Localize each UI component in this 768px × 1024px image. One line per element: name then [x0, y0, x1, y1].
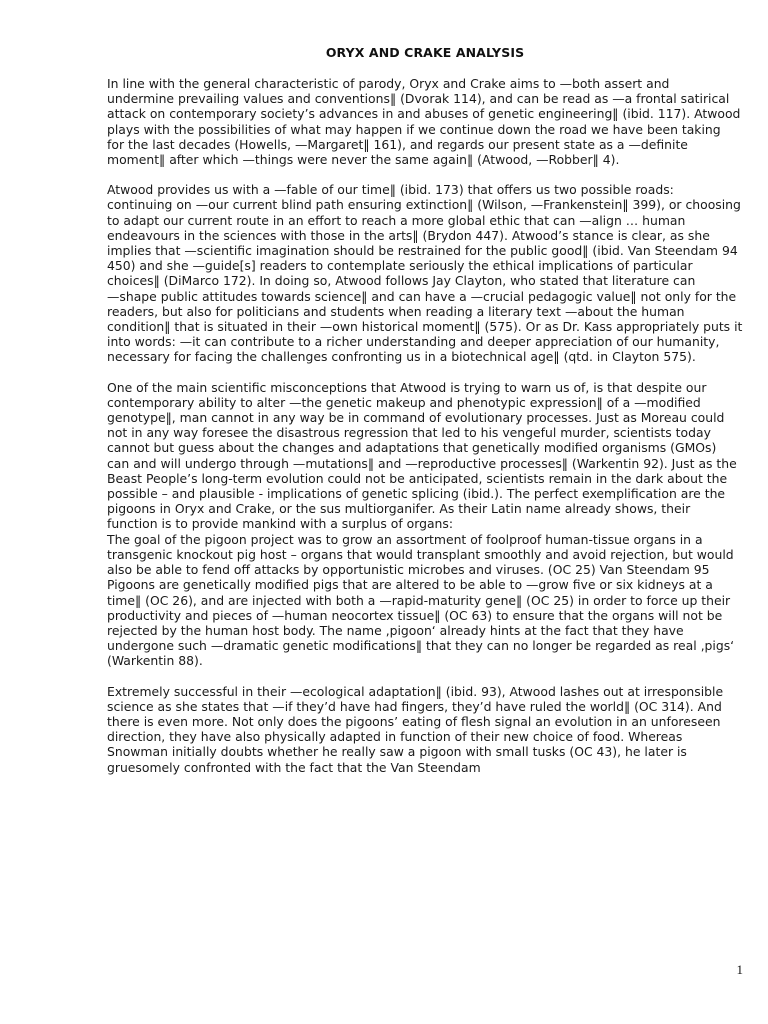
- text-line: Beast People’s long-term evolution could not be anticipated, scientists remain in the dark about the: [107, 470, 728, 486]
- paragraph-3: [107, 380, 747, 532]
- block-quote-paragraph: [107, 532, 747, 669]
- text-line: rejected by the human host body. The name ‚pigoon‘ already hints at the fact that they have: [107, 622, 684, 638]
- text-line: possible – and plausible - implications of genetic splicing (ibid.). The perfect exemplification are the: [107, 486, 726, 502]
- text-line: continuing on —our current blind path ensuring extinction‖ (Wilson, —Frankenstein‖ 399), or choosing: [107, 197, 741, 213]
- text-line: not in any way foresee the disastrous regression that led to his vengeful murder, scientists today: [107, 425, 711, 441]
- text-line: cannot but guess about the changes and adaptations that genetically modified organisms (GMOs): [107, 440, 717, 456]
- text-line: moment‖ after which —things were never the same again‖ (Atwood, —Robber‖ 4).: [107, 152, 620, 168]
- text-line: direction, they have also physically adapted in function of their new choice of food. Whereas: [107, 729, 683, 745]
- text-line: plays with the possibilities of what may happen if we continue down the road we have been taking: [107, 121, 721, 137]
- paragraph-1: [107, 76, 747, 167]
- document-title: ORYX AND CRAKE ANALYSIS: [325, 45, 525, 60]
- text-line: to adapt our current route in an effort to reach a more global ethic that can —align … human: [107, 212, 686, 228]
- text-line: readers, but also for politicians and students when reading a literary text —about the human: [107, 303, 685, 319]
- text-line: time‖ (OC 26), and are injected with both a —rapid-maturity gene‖ (OC 25) in order to force up their: [107, 592, 731, 608]
- text-line: undermine prevailing values and conventions‖ (Dvorak 114), and can be read as —a frontal satirical: [107, 91, 730, 107]
- text-line: Extremely successful in their —ecological adaptation‖ (ibid. 93), Atwood lashes out at irresponsible: [107, 683, 724, 699]
- text-line: condition‖ that is situated in their —own historical moment‖ (575). Or as Dr. Kass appropriately puts it: [107, 319, 743, 335]
- text-line: function is to provide mankind with a surplus of organs:: [107, 516, 454, 532]
- text-line: 450) and she —guide[s] readers to contemplate seriously the ethical implications of particular: [107, 258, 693, 274]
- text-line: (Warkentin 88).: [107, 653, 203, 669]
- text-line: Snowman initially doubts whether he really saw a pigoon with small tusks (OC 43), he later is: [107, 744, 687, 760]
- text-line: productivity and pieces of —human neocortex tissue‖ (OC 63) to ensure that the organs will not be: [107, 607, 723, 623]
- text-line: implies that —scientific imagination should be restrained for the public good‖ (ibid. Van Steendam 94: [107, 243, 738, 259]
- text-line: science as she states that —if they’d have had fingers, they’d have ruled the world‖ (OC 314). And: [107, 698, 722, 714]
- paragraph-5: [107, 684, 747, 775]
- text-line: contemporary ability to alter —the genetic makeup and phenotypic expression‖ of a —modified: [107, 394, 701, 410]
- text-line: gruesomely confronted with the fact that the Van Steendam: [107, 759, 481, 775]
- text-line: Pigoons are genetically modified pigs that are altered to be able to —grow five or six kidneys at a: [107, 577, 713, 593]
- text-line: there is even more. Not only does the pigoons’ eating of flesh signal an evolution in an unforeseen: [107, 713, 721, 729]
- text-line: transgenic knockout pig host – organs that would transplant smoothly and avoid rejection, but would: [107, 546, 734, 562]
- text-line: can and will undergo through —mutations‖ and —reproductive processes‖ (Warkentin 92). Just as the: [107, 455, 737, 471]
- paragraph-2: [107, 182, 747, 364]
- text-line: pigoons in Oryx and Crake, or the sus multiorganifer. As their Latin name already shows, their: [107, 501, 691, 517]
- text-line: necessary for facing the challenges confronting us in a biotechnical age‖ (qtd. in Clayton 575).: [107, 349, 696, 365]
- text-line: for the last decades (Howells, —Margaret‖ 161), and regards our present state as a —definite: [107, 136, 688, 152]
- text-line: attack on contemporary society’s advances in and abuses of genetic engineering‖ (ibid. 117). Atwood: [107, 106, 741, 122]
- text-line: into words: —it can contribute to a richer understanding and deeper appreciation of our humanity,: [107, 334, 720, 350]
- text-line: One of the main scientific misconceptions that Atwood is trying to warn us of, is that despite our: [107, 379, 707, 395]
- text-line: also be able to fend off attacks by opportunistic microbes and viruses. (OC 25) Van Steendam 95: [107, 562, 710, 578]
- text-line: Atwood provides us with a —fable of our time‖ (ibid. 173) that offers us two possible roads:: [107, 182, 674, 198]
- text-line: choices‖ (DiMarco 172). In doing so, Atwood follows Jay Clayton, who stated that literature can: [107, 273, 696, 289]
- text-line: —shape public attitudes towards science‖ and can have a —crucial pedagogic value‖ not only for the: [107, 288, 737, 304]
- text-line: The goal of the pigoon project was to grow an assortment of foolproof human-tissue organs in a: [107, 531, 703, 547]
- text-line: genotype‖, man cannot in any way be in command of evolutionary processes. Just as Moreau could: [107, 410, 725, 426]
- document-body: [107, 76, 747, 790]
- text-line: In line with the general characteristic of parody, Oryx and Crake aims to —both assert and: [107, 76, 670, 91]
- text-line: endeavours in the sciences with those in the arts‖ (Brydon 447). Atwood’s stance is clear, as she: [107, 227, 710, 243]
- text-line: undergone such —dramatic genetic modifications‖ that they can no longer be regarded as real ‚pigs‘: [107, 638, 735, 654]
- page-number: 1: [736, 962, 743, 977]
